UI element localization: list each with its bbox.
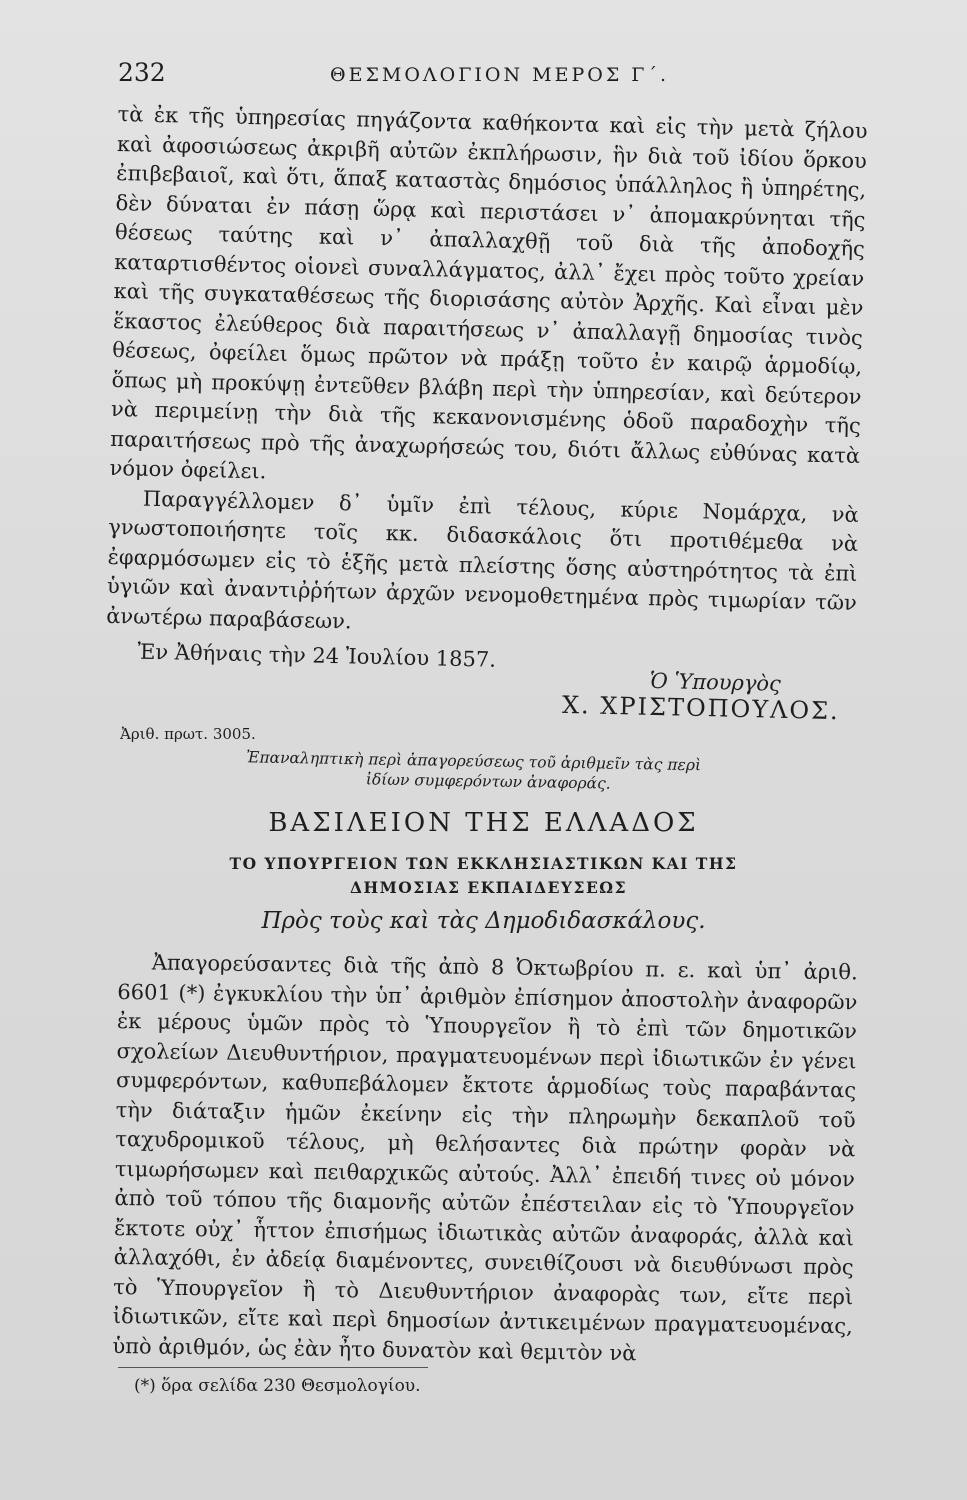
subject-line-1: Ἐπαναληπτικὴ περὶ ἀπαγορεύσεως τοῦ ἀριθμεῖν τὰς περὶ	[246, 748, 702, 775]
ministry-line-2: ΔΗΜΟΣΙΑΣ ΕΚΠΑΙΔΕΥΣΕΩΣ	[349, 878, 628, 897]
page-header	[118, 52, 868, 92]
kingdom-heading: ΒΑΣΙΛΕΙΟΝ ΤΗΣ ΕΛΛΑΔΟΣ	[268, 808, 699, 838]
protocol-number: Ἀριθ. πρωτ. 3005.	[120, 725, 256, 743]
signature-block	[559, 667, 840, 725]
footnote: (*) ὅρα σελίδα 230 Θεσμολογίου.	[134, 1376, 421, 1396]
subject-line-2: ἰδίων συμφερόντων ἀναφοράς.	[365, 770, 611, 793]
signature-title: Ὁ Ὑπουργὸς	[649, 668, 782, 696]
footnote-rule	[118, 1367, 428, 1368]
signature-name: Χ. ΧΡΙΣΤΟΠΟΥΛΟΣ.	[561, 690, 841, 726]
circular-2-subject	[246, 747, 787, 796]
circular-1-body	[105, 100, 868, 683]
ministry-heading	[0, 852, 967, 900]
addressee: Πρὸς τοὺς καὶ τὰς Δημοδιδασκάλους.	[261, 908, 706, 934]
ministry-line-1: ΤΟ ΥΠΟΥΡΓΕΙΟΝ ΤΩΝ ΕΚΚΛΗΣΙΑΣΤΙΚΩΝ ΚΑΙ ΤΗΣ	[229, 854, 738, 873]
running-head: ΘΕΣΜΟΛΟΓΙΟΝ ΜΕΡΟΣ Γ΄.	[330, 64, 670, 86]
circular-1-date: Ἐν Ἀθήναις τὴν 24 Ἰουλίου 1857.	[137, 639, 497, 672]
circular-1-paragraph-1: τὰ ἐκ τῆς ὑπηρεσίας πηγάζοντα καθήκοντα καὶ εἰς τὴν μετὰ ζήλου καὶ ἀφοσιώσεως ἀκριβῆ αὐτῶν ἐκπλήρωσιν, ἣν διὰ τοῦ ἰδίου ὅρκου ἐπιβεβαιοῖ, καὶ ὅτι, ἅπαξ καταστὰς δημόσιος ὑπάλληλος ἢ ὑπηρέτης, δὲν δύναται ἐν πάσῃ ὥρᾳ καὶ περιστάσει ν᾽ ἀπομακρύνηται τῆς θέσεως ταύτης καὶ ν᾽ ἀπαλλαχθῇ τοῦ διὰ τῆς ἀποδοχῆς καταρτισθέντος οἱονεὶ συναλλάγματος, ἀλλ᾽ ἔχει πρὸς τοῦτο χρείαν καὶ τῆς συγκαταθέσεως τῆς διορισάσης αὐτὸν Ἀρχῆς. Καὶ εἶναι μὲν ἕκαστος ἐλεύθερος διὰ παραιτήσεως ν᾽ ἀπαλλαγῇ δημοσίας τινὸς θέσεως, ὀφείλει ὅμως πρῶτον νὰ πράξῃ τοῦτο ἐν καιρῷ ἁρμοδίῳ, ὅπως μὴ προκύψῃ ἐντεῦθεν βλάβη περὶ τὴν ὑπηρεσίαν, καὶ δεύτερον νὰ περιμείνῃ τὴν διὰ τῆς κεκανονισμένης ὁδοῦ παραδοχὴν τῆς παραιτήσεως πρὸ τῆς ἀναχωρήσεώς του, διότι ἄλλως εὐθύνας κατὰ νόμον ὀφείλει.	[109, 101, 868, 484]
circular-2-paragraph-1: Ἀπαγορεύσαντες διὰ τῆς ἀπὸ 8 Ὀκτωβρίου π. ε. καὶ ὑπ᾽ ἀριθ. 6601 (*) ἐγκυκλίου τὴν ὑπ᾽ ἀριθμὸν ἐπίσημον ἀποστολὴν ἀναφορῶν ἐκ μέρους ὑμῶν πρὸς τὸ Ὑπουργεῖον ἢ τὸ ἐπὶ τῶν δημοτικῶν σχολείων Διευθυντήριον, πραγματευομένων περὶ ἰδιωτικῶν ἐν γένει συμφερόντων, καθυπεβάλομεν ἔκτοτε ἁρμοδίως τοὺς παραβάντας τὴν διάταξιν ἡμῶν ἐκείνην εἰς τὴν πληρωμὴν δεκαπλοῦ τοῦ ταχυδρομικοῦ τέλους, μὴ θελήσαντες διὰ πρώτην φορὰν νὰ τιμωρήσωμεν καὶ πειθαρχικῶς αὐτούς. Ἀλλ᾽ ἐπειδή τινες οὐ μόνον ἀπὸ τοῦ τόπου τῆς διαμονῆς αὐτῶν ἐπέστειλαν εἰς τὸ Ὑπουργεῖον ἔκτοτε οὐχ᾽ ἧττον ἐπισήμως ἰδιωτικὰς αὐτῶν ἀναφοράς, ἀλλὰ καὶ ἀλλαχόθι, ἐν ἀδείᾳ διαμένοντες, συνειθίζουσι νὰ διευθύνωσι πρὸς τὸ Ὑπουργεῖον ἢ τὸ Διευθυντήριον ἀναφορὰς των, εἴτε περὶ ἰδιωτικῶν, εἴτε καὶ περὶ δημοσίων ἀντικειμένων πραγματευομένας, ὑπὸ ἀριθμόν, ὡς ἐὰν ἦτο δυνατὸν καὶ θεμιτὸν νὰ	[112, 950, 858, 1365]
circular-1-paragraph-2: Παραγγέλλομεν δ᾽ ὑμῖν ἐπὶ τέλους, κύριε Νομάρχα, νὰ γνωστοποιήσητε τοῖς κκ. διδασκάλοις ὅτι προτιθέμεθα νὰ ἐφαρμόσωμεν εἰς τὸ ἑξῆς μετὰ πλείστης ὅσης αὐστηρότητος τὰ ἐπὶ ὑγιῶν καὶ ἀναντιῤῥήτων ἀρχῶν νενομοθετημένα πρὸς τιμωρίαν τῶν ἀνωτέρω παραβάσεων.	[106, 486, 860, 633]
page-number: 232	[118, 58, 166, 87]
circular-2-body	[112, 948, 858, 1371]
